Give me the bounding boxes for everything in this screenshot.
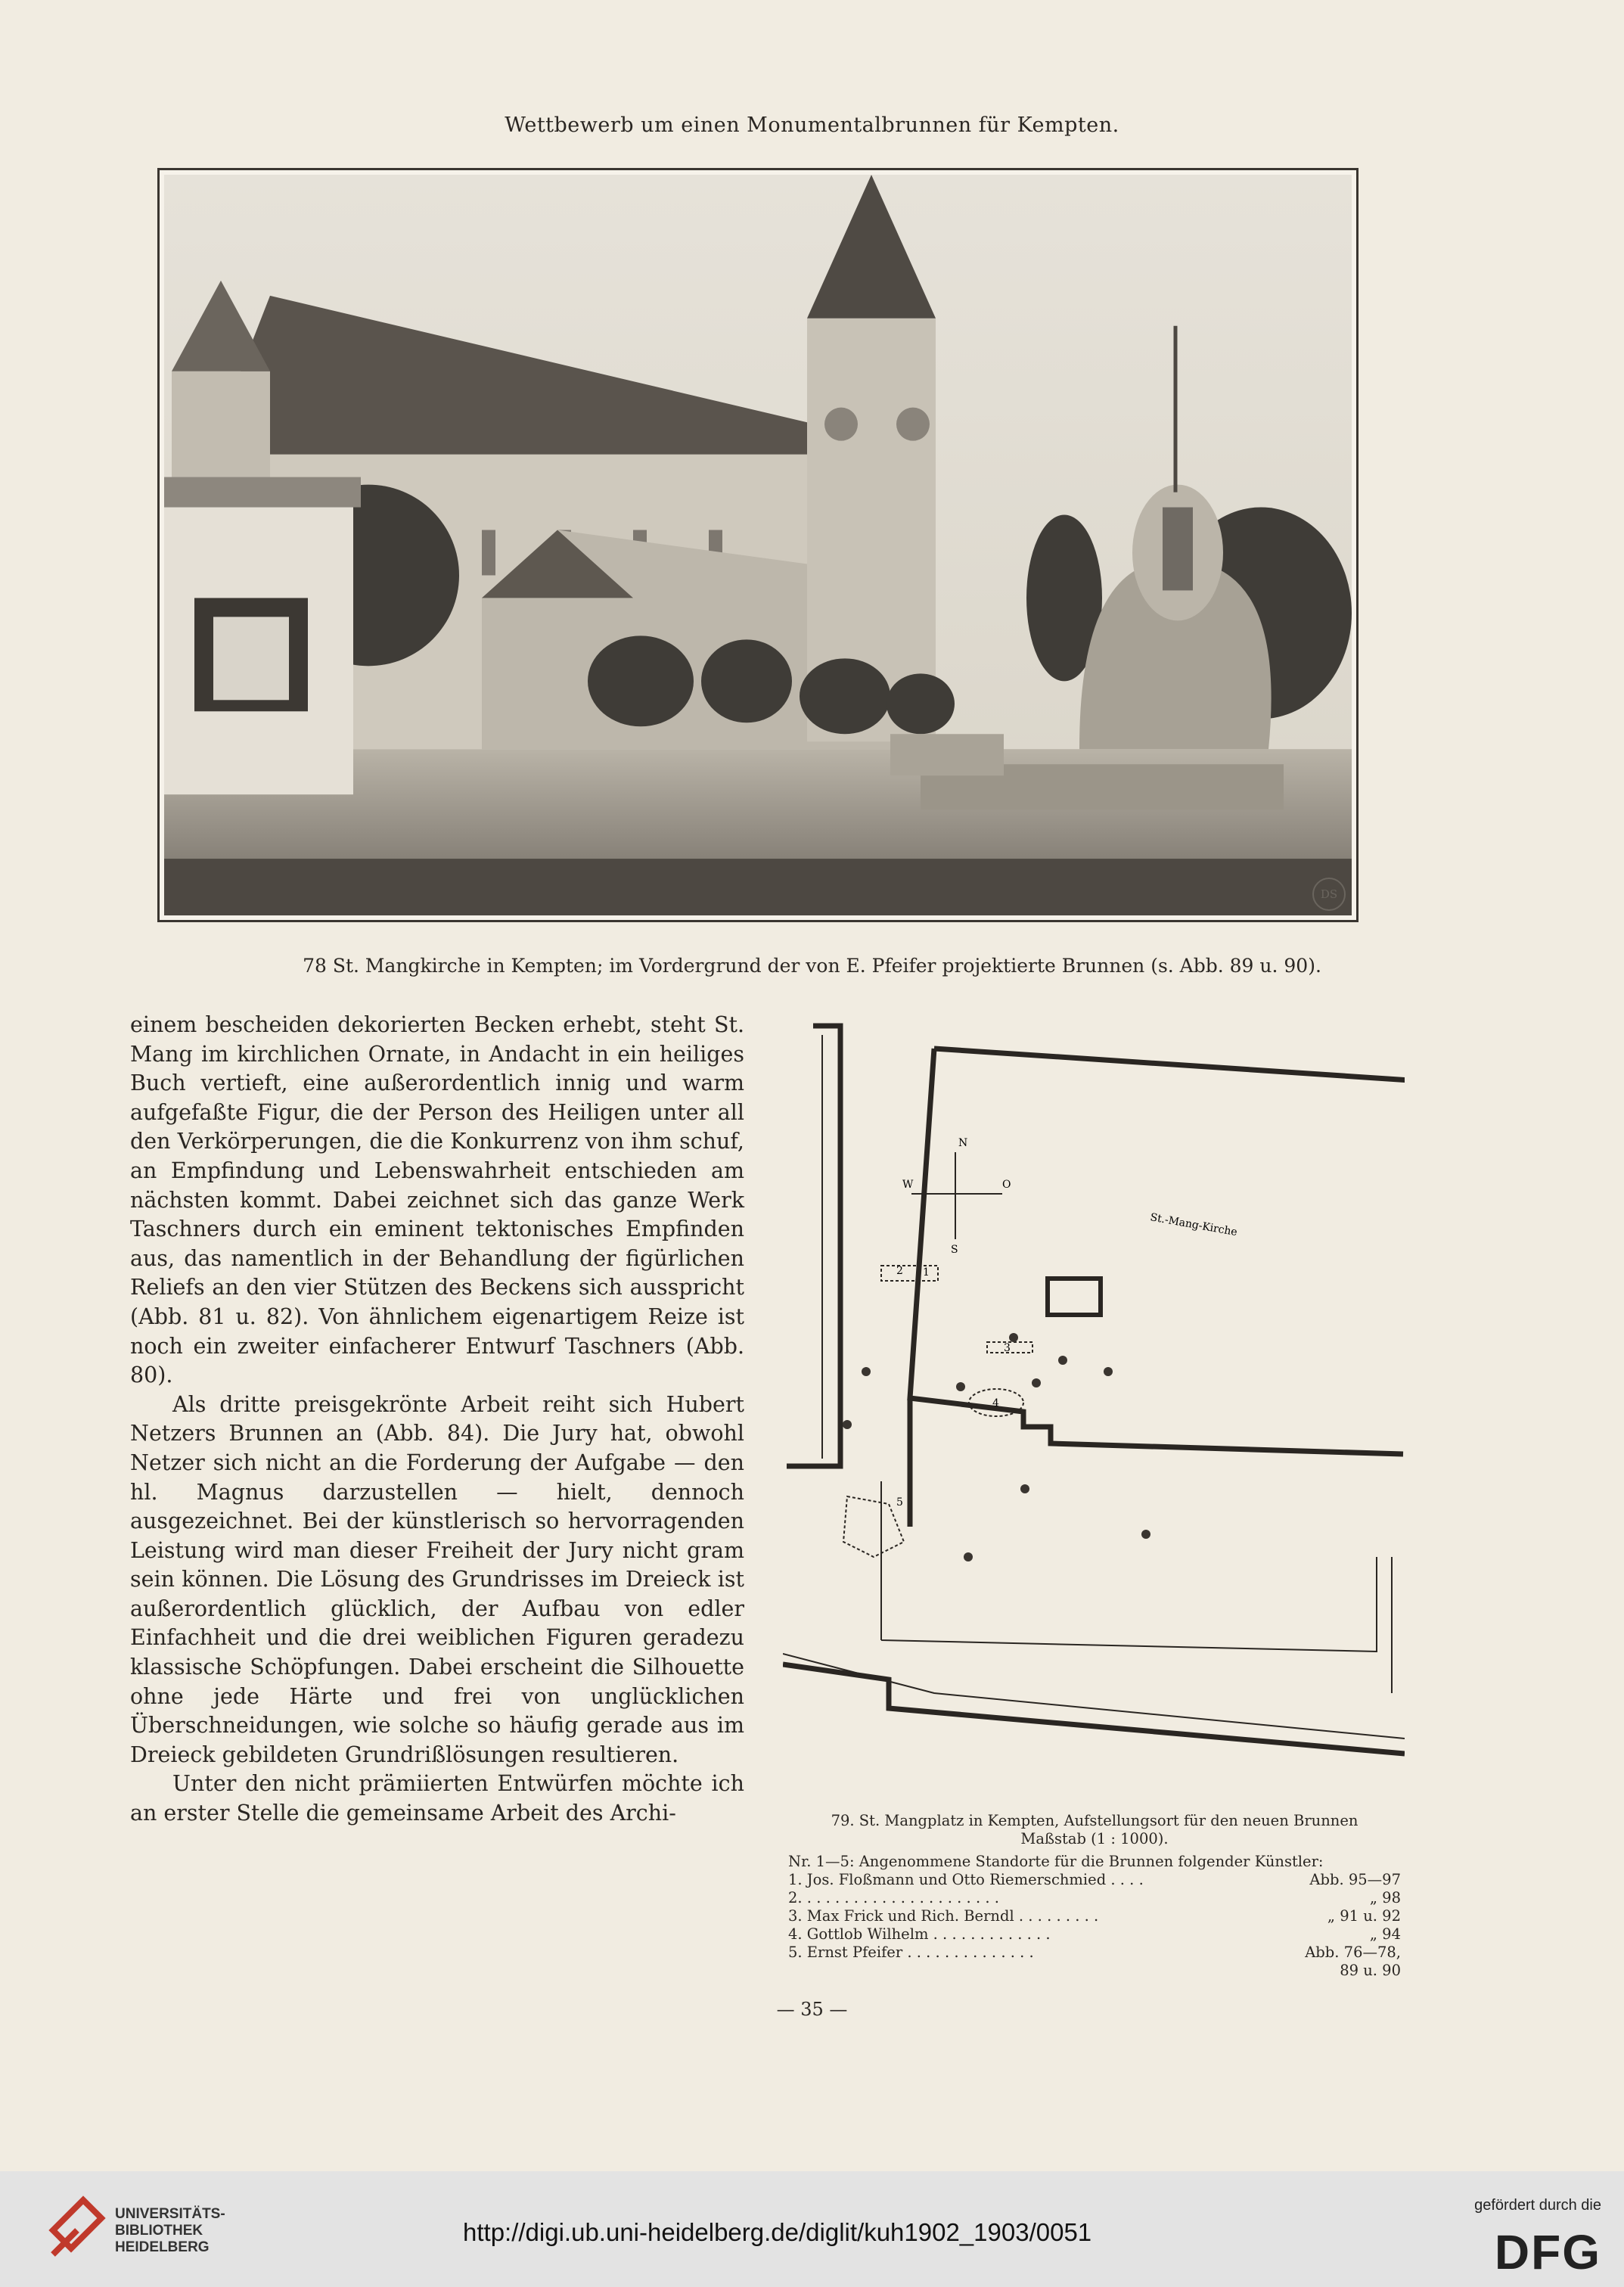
church-photo-image <box>164 175 1352 915</box>
site-plan-map <box>783 1012 1405 1793</box>
paragraph-1: einem bescheiden dekorierten Becken erhebt, steht St. Mang im kirchlichen Ornate, in Andacht in ein heiliges Buch vertieft, eine außerordentlich innig und warm aufgefaßte Figur, die der Person des Heiligen unter all den Verkörperungen, die die Konkurrenz von ihm schuf, an Empfindung und Lebenswahrheit entschieden am nächsten kommt. Dabei zeichnet sich das ganze Werk Taschners durch ein eminent tektonisches Empfinden aus, das namentlich in der Behandlung der figürlichen Reliefs an den vier Stützen des Beckens sich ausspricht (Abb. 81 u. 82). Von ähnlichem eigenartigem Reize ist noch ein zweiter einfacherer Entwurf Taschners (Abb. 80). <box>130 1012 744 1388</box>
legend-reference: Abb. 76—78, 89 u. 90 <box>1305 1944 1401 1979</box>
paragraph-3: Unter den nicht prämiierten Entwürfen möchte ich an erster Stelle die gemeinsame Arbeit des Archi- <box>130 1771 744 1826</box>
dfg-logo[interactable]: DFG <box>1494 2225 1601 2279</box>
library-name-line: BIBLIOTHEK <box>115 2223 203 2239</box>
library-name-line: HEIDELBERG <box>115 2239 210 2255</box>
page-number: — 35 — <box>776 1999 848 2020</box>
compass-north: N <box>958 1137 968 1149</box>
legend-title: Nr. 1—5: Angenommene Standorte für die Brunnen folgender Künstler: <box>788 1853 1324 1870</box>
church-photograph <box>157 168 1359 922</box>
site-plan-title: 79. St. Mangplatz in Kempten, Aufstellungsort für den neuen Brunnen <box>831 1812 1359 1829</box>
site-label-3: 3 <box>1004 1342 1011 1354</box>
library-logo-icon[interactable] <box>45 2192 109 2265</box>
compass-south: S <box>951 1244 958 1256</box>
site-label-1: 1 <box>923 1266 930 1279</box>
article-body <box>130 1011 744 1829</box>
legend-artist: 5. Ernst Pfeifer . . . . . . . . . . . . . . <box>788 1944 1034 1961</box>
monogram-stamp: DS <box>1312 878 1346 911</box>
library-name <box>115 2206 225 2256</box>
church-label: St.-Mang-Kirche <box>1149 1211 1238 1239</box>
legend-row <box>788 1871 1401 1889</box>
legend-row <box>788 1944 1401 1980</box>
compass-east: O <box>1002 1179 1011 1191</box>
legend-artist: 1. Jos. Floßmann und Otto Riemerschmied . . . . <box>788 1871 1144 1888</box>
legend-reference: Abb. 95—97 <box>1309 1871 1401 1888</box>
photo-caption: 78 St. Mangkirche in Kempten; im Vordergrund der von E. Pfeifer projektierte Brunnen (s. Abb. 89 u. 90). <box>303 955 1321 977</box>
legend-row <box>788 1889 1401 1907</box>
site-plan-scale: Maßstab (1 : 1000). <box>1020 1830 1169 1847</box>
legend-reference: „ 98 <box>1369 1889 1401 1906</box>
legend-artist: 3. Max Frick und Rich. Berndl . . . . . . . . . <box>788 1907 1099 1925</box>
library-name-line: UNIVERSITÄTS- <box>115 2206 225 2222</box>
funding-label: gefördert durch die <box>1474 2197 1601 2214</box>
legend-reference: „ 91 u. 92 <box>1327 1907 1401 1925</box>
viewer-footer <box>0 2171 1624 2287</box>
paragraph-2: Als dritte preisgekrönte Arbeit reiht sich Hubert Netzers Brunnen an (Abb. 84). Die Jury hat, obwohl Netzer sich nicht an die Forderung der Aufgabe — den hl. Magnus darzustellen — hielt, dennoch ausgezeichnet. Bei der künstlerisch so hervorragenden Leistung wird man dieser Freiheit der Jury nicht gram sein können. Die Lösung des Grundrisses im Dreieck ist außerordentlich glücklich, der Aufbau von edler Einfachheit und die drei weiblichen Figuren geradezu klassische Schöpfungen. Dabei erscheint die Silhouette ohne jede Härte und frei von unglücklichen Überschneidungen, wie solche so häufig gerade aus im Dreieck gebildeten Grundrißlösungen resultieren. <box>130 1391 744 1767</box>
legend-row <box>788 1925 1401 1944</box>
legend-row <box>788 1907 1401 1925</box>
legend-artist: 4. Gottlob Wilhelm . . . . . . . . . . . . . <box>788 1925 1051 1943</box>
permalink[interactable]: http://digi.ub.uni-heidelberg.de/diglit/kuh1902_1903/0051 <box>463 2218 1092 2246</box>
compass-west: W <box>902 1179 914 1191</box>
legend-artist: 2. . . . . . . . . . . . . . . . . . . . . . <box>788 1889 999 1906</box>
running-head: Wettbewerb um einen Monumentalbrunnen für Kempten. <box>505 113 1119 137</box>
site-label-2: 2 <box>896 1265 903 1277</box>
legend-reference: „ 94 <box>1369 1925 1401 1943</box>
site-label-4: 4 <box>992 1397 999 1409</box>
site-plan-figure <box>783 1012 1405 1793</box>
site-plan-caption <box>788 1812 1401 1980</box>
site-label-5: 5 <box>896 1496 903 1509</box>
